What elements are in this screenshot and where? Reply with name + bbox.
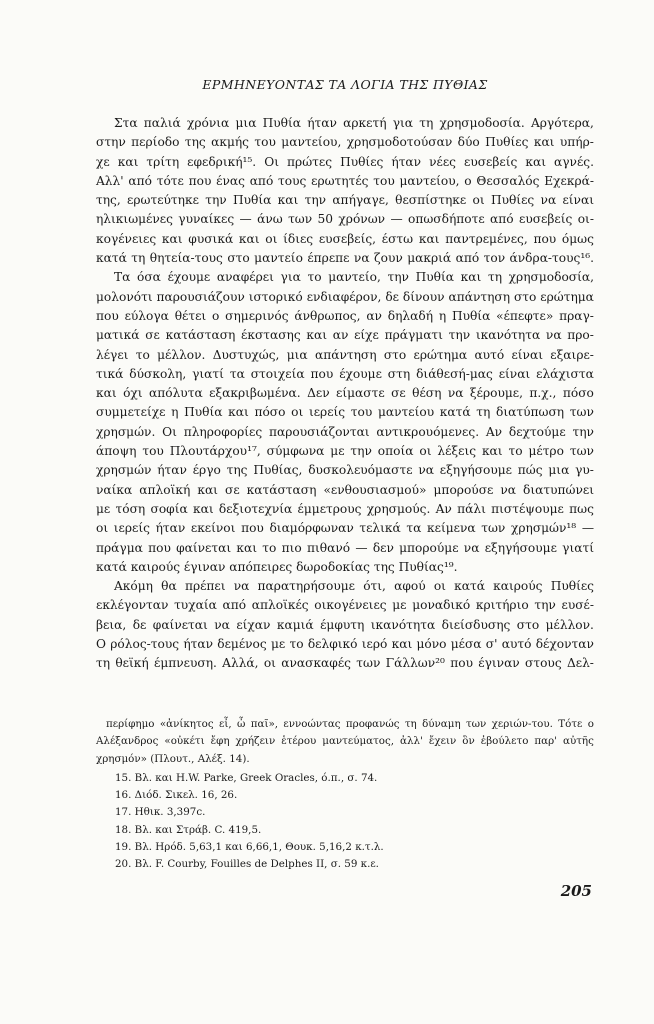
body-text bbox=[96, 114, 594, 674]
text-line: ηλικιωμένες γυναίκες — άνω των 50 χρόνων — οπωσδήποτε από ευσεβείς οι- bbox=[96, 212, 594, 227]
footnote: 15. Βλ. και H.W. Parke, Greek Oracles, ό.π., σ. 74. bbox=[115, 771, 378, 784]
text-line: Ο ρόλος-τους ήταν δεμένος με το δελφικό ιερό και μόνο μέσα σ' αυτό δέχονταν bbox=[96, 637, 594, 652]
text-line: Ακόμη θα πρέπει να παρατηρήσουμε ότι, αφού οι κατά καιρούς Πυθίες bbox=[114, 579, 594, 594]
text-line: χε και τρίτη εφεδρική¹⁵. Οι πρώτες Πυθίες ήταν νέες ευσεβείς και αγνές. bbox=[96, 154, 594, 169]
footnote-list bbox=[96, 770, 594, 874]
footnotes bbox=[96, 716, 594, 874]
footnote-line: Αλέξανδρος «οὐκέτι ἔφη χρήζειν ἑτέρου μαντεύματος, ἀλλ' ἔχειν ὃν ἐβούλετο παρ' αὐτῆς bbox=[96, 735, 594, 748]
book-page bbox=[96, 0, 594, 1024]
text-line: Τα όσα έχουμε αναφέρει για το μαντείο, την Πυθία και τη χρησμοδοσία, bbox=[114, 270, 594, 285]
text-line: χρησμών ήταν έργο της Πυθίας, δυσκολευόμαστε να εξηγήσουμε πώς μια γυ- bbox=[96, 463, 594, 478]
text-line: κατά τη θητεία-τους στο μαντείο έπρεπε να ζουν μακριά από τον άνδρα-τους¹⁶. bbox=[96, 251, 594, 266]
footnote: 16. Διόδ. Σικελ. 16, 26. bbox=[115, 789, 238, 802]
text-line: που εύλογα θέτει ο σημερινός άνθρωπος, αν δηλαδή η Πυθία «έπεφτε» πραγ- bbox=[96, 308, 594, 323]
footnote-continuation bbox=[96, 716, 594, 768]
footnote: 18. Βλ. και Στράβ. C. 419,5. bbox=[115, 823, 262, 836]
text-line: και όχι απόλυτα εξακριβωμένα. Δεν είμαστε σε θέση να ξέρουμε, π.χ., πόσο bbox=[96, 386, 594, 401]
text-line: λέγει το μέλλον. Δυστυχώς, μια απάντηση στο ερώτημα αυτό είναι εξαιρε- bbox=[96, 347, 594, 362]
text-line: μολονότι παρουσιάζουν ιστορικό ενδιαφέρον, δε δίνουν απάντηση στο ερώτημα bbox=[96, 289, 594, 304]
page-number: 205 bbox=[560, 882, 592, 900]
text-line: με τόση σοφία και δεξιοτεχνία έμμετρους χρησμούς. Αν πάλι πιστέψουμε πως bbox=[96, 501, 594, 516]
running-head: ΕΡΜΗΝΕΥΟΝΤΑΣ ΤΑ ΛΟΓΙΑ ΤΗΣ ΠΥΘΙΑΣ bbox=[202, 77, 488, 92]
text-line: ναίκα απλοϊκή και σε κατάσταση «ενθουσιασμού» μπορούσε να διατυπώνει bbox=[96, 482, 594, 497]
text-line: χρησμών. Οι πληροφορίες παρουσιάζονται αντικρουόμενες. Αν δεχτούμε την bbox=[96, 424, 594, 439]
text-line: κατά καιρούς έγιναν απόπειρες δωροδοκίας της Πυθίας¹⁹. bbox=[96, 559, 458, 574]
footnote: 19. Βλ. Ηρόδ. 5,63,1 και 6,66,1, Θουκ. 5,16,2 κ.τ.λ. bbox=[115, 841, 384, 854]
text-line: Στα παλιά χρόνια μια Πυθία ήταν αρκετή για τη χρησμοδοσία. Αργότερα, bbox=[114, 116, 594, 130]
footnote: 20. Βλ. F. Courby, Fouilles de Delphes II, σ. 59 κ.ε. bbox=[115, 858, 379, 871]
text-line: της, ερωτεύτηκε την Πυθία και την απήγαγε, θεσπίστηκε οι Πυθίες να είναι bbox=[96, 193, 594, 208]
text-line: τικά δύσκολη, γιατί τα στοιχεία που έχουμε στη διάθεσή-μας είναι ελάχιστα bbox=[96, 366, 594, 381]
footnote-line: χρησμόν» (Πλουτ., Αλέξ. 14). bbox=[96, 752, 250, 765]
footnote-line: περίφημο «ἀνίκητος εἶ, ὦ παῖ», εννοώντας προφανώς τη δύναμη των χεριών-του. Τότε ο bbox=[106, 718, 594, 730]
text-line: βεια, δε φαίνεται να είχαν καμιά έμφυτη ικανότητα διείσδυσης στο μέλλον. bbox=[96, 617, 594, 632]
text-line: πράγμα που φαίνεται και το πιο πιθανό — δεν μπορούμε να εξηγήσουμε γιατί bbox=[96, 540, 594, 555]
text-line: τη θεϊκή έμπνευση. Αλλά, οι ανασκαφές των Γάλλων²⁰ που έγιναν στους Δελ- bbox=[96, 656, 594, 671]
text-line: συμμετείχε η Πυθία και πόσο οι ιερείς του μαντείου κατά τη διατύπωση των bbox=[96, 405, 594, 420]
text-line: άποψη του Πλουτάρχου¹⁷, σύμφωνα με την οποία οι λέξεις και το μέτρο των bbox=[96, 444, 594, 459]
text-line: Αλλ' από τότε που ένας από τους ερωτητές του μαντείου, ο Θεσσαλός Εχεκρά- bbox=[96, 173, 594, 188]
text-line: κογένειες και φυσικά και οι ίδιες ευσεβείς, έστω και παντρεμένες, που όμως bbox=[96, 231, 594, 246]
footnote: 17. Ηθικ. 3,397c. bbox=[115, 806, 206, 819]
text-line: οι ιερείς ήταν εκείνοι που διαμόρφωναν τελικά τα κείμενα των χρησμών¹⁸ — bbox=[96, 521, 594, 536]
text-line: ματικά σε κατάσταση έκστασης και αν είχε πράγματι την ικανότητα να προ- bbox=[96, 328, 594, 343]
text-line: στην περίοδο της ακμής του μαντείου, χρησμοδοτούσαν δύο Πυθίες και υπήρ- bbox=[96, 135, 594, 150]
text-line: εκλέγονταν τυχαία από απλοϊκές οικογένειες με μοναδικό κριτήριο την ευσέ- bbox=[96, 598, 594, 613]
